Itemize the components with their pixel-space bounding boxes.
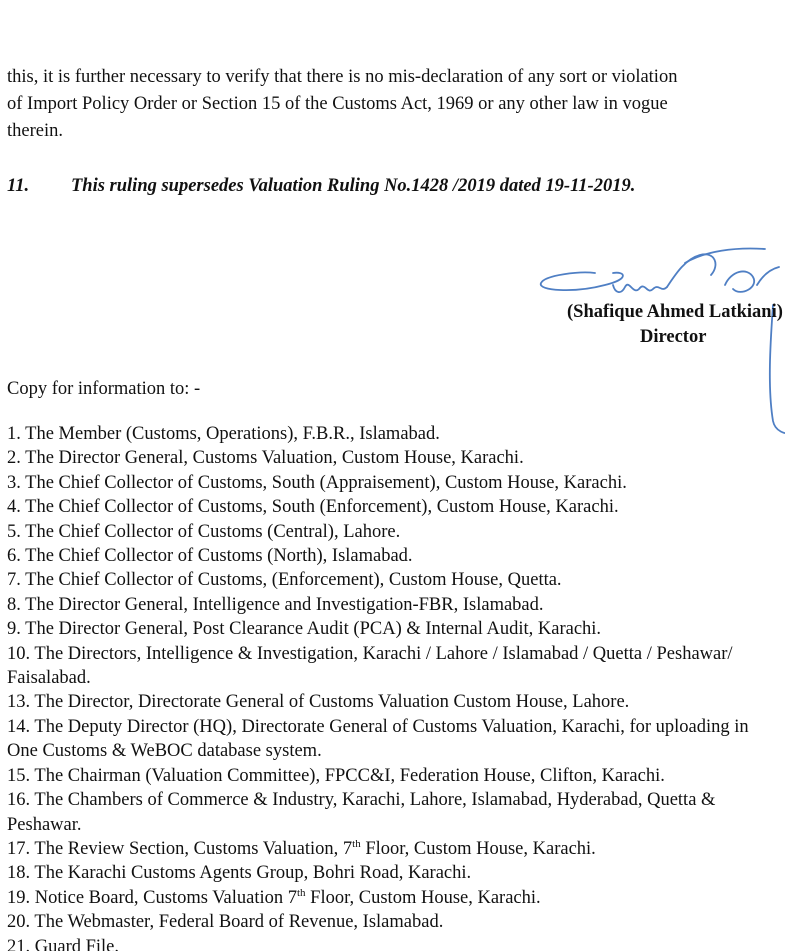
copy-list-item: 5. The Chief Collector of Customs (Central), Lahore. — [7, 521, 401, 542]
copy-list-item: 1. The Member (Customs, Operations), F.B.R., Islamabad. — [7, 424, 440, 444]
copy-list-item: 8. The Director General, Intelligence and Investigation-FBR, Islamabad. — [7, 594, 544, 615]
signatory-title: Director — [640, 327, 707, 347]
copy-list-item: 2. The Director General, Customs Valuation, Custom House, Karachi. — [7, 448, 524, 469]
copy-list-item: 3. The Chief Collector of Customs, South (Appraisement), Custom House, Karachi. — [7, 472, 627, 493]
clause-text: This ruling supersedes Valuation Ruling No.1428 /2019 dated 19-11-2019. — [71, 176, 636, 196]
copy-list-item: 4. The Chief Collector of Customs, South (Enforcement), Custom House, Karachi. — [7, 497, 619, 518]
paragraph-line: of Import Policy Order or Section 15 of the Customs Act, 1969 or any other law in vogue — [7, 94, 668, 114]
copy-list-item: 10. The Directors, Intelligence & Investigation, Karachi / Lahore / Islamabad / Quetta / Peshawar/ Faisalabad. — [7, 643, 733, 689]
copy-item-text: Floor, Custom House, Karachi. — [360, 838, 596, 859]
clause-number: 11. — [7, 176, 30, 196]
copy-list-item: 14. The Deputy Director (HQ), Directorate General of Customs Valuation, Karachi, for uploading in One Customs & WeBOC database system. — [7, 716, 749, 762]
copy-list-item: 16. The Chambers of Commerce & Industry, Karachi, Lahore, Islamabad, Hyderabad, Quetta & Peshawar. — [7, 790, 716, 835]
ordinal-suffix: th — [296, 886, 306, 899]
copy-list-item: 21. Guard File. — [7, 936, 120, 951]
copy-item-text: Floor, Custom House, Karachi. — [305, 887, 541, 908]
copy-list-item: 15. The Chairman (Valuation Committee), FPCC&I, Federation House, Clifton, Karachi. — [7, 765, 665, 786]
signatory-name: (Shafique Ahmed Latkiani) — [567, 302, 783, 322]
copy-list-item — [7, 886, 785, 910]
ordinal-suffix: th — [352, 837, 361, 850]
paragraph-line: therein. — [7, 121, 63, 141]
copy-list-item — [7, 837, 785, 861]
copy-list-item: 6. The Chief Collector of Customs (North), Islamabad. — [7, 546, 413, 567]
copy-list-item: 20. The Webmaster, Federal Board of Revenue, Islamabad. — [7, 912, 444, 933]
copy-item-text: 19. Notice Board, Customs Valuation 7 — [7, 887, 297, 908]
copy-list-item: 13. The Director, Directorate General of Customs Valuation Custom House, Lahore. — [7, 692, 630, 713]
body-paragraph — [7, 64, 785, 145]
ruling-clause — [7, 176, 635, 197]
copy-list-item: 18. The Karachi Customs Agents Group, Bohri Road, Karachi. — [7, 863, 472, 884]
copy-item-text: 17. The Review Section, Customs Valuation, 7 — [7, 838, 353, 859]
copy-list-item: 9. The Director General, Post Clearance Audit (PCA) & Internal Audit, Karachi. — [7, 619, 602, 640]
copy-list-item: 7. The Chief Collector of Customs, (Enforcement), Custom House, Quetta. — [7, 570, 562, 591]
copy-heading: Copy for information to: - — [7, 379, 201, 399]
copy-list — [7, 422, 785, 951]
paragraph-line: this, it is further necessary to verify that there is no mis-declaration of any sort or violation — [7, 67, 678, 87]
